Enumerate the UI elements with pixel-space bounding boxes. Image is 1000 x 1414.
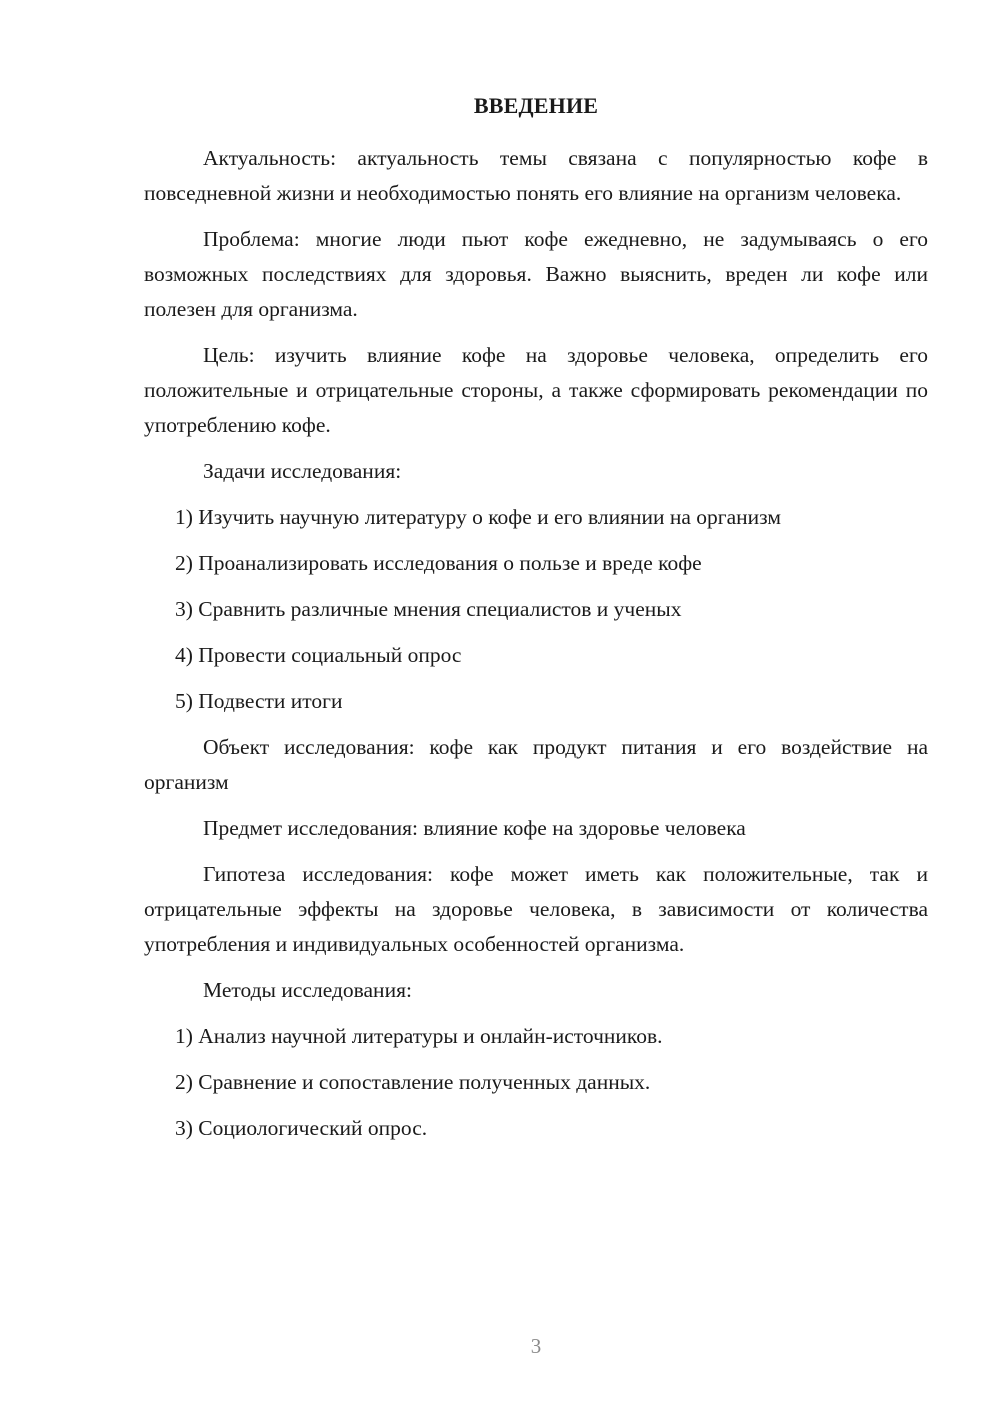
document-body	[144, 141, 928, 1157]
page-title: ВВЕДЕНИЕ	[473, 93, 599, 118]
problem-paragraph: Проблема: многие люди пьют кофе ежедневно, не задумываясь о его возможных последствиях для здоровья. Важно выяснить, вреден ли кофе или полезен для организма.	[144, 227, 928, 321]
task-item-4: 4) Провести социальный опрос	[175, 643, 462, 667]
task-item-2: 2) Проанализировать исследования о пользе и вреде кофе	[175, 551, 702, 575]
hypothesis-paragraph: Гипотеза исследования: кофе может иметь как положительные, так и отрицательные эффекты на здоровье человека, в зависимости от количества употребления и индивидуальных особенностей организма.	[144, 862, 928, 956]
method-item-3: 3) Социологический опрос.	[175, 1116, 428, 1140]
task-item-5: 5) Подвести итоги	[175, 689, 343, 713]
methods-heading: Методы исследования:	[203, 978, 412, 1002]
page-number: 3	[530, 1334, 542, 1358]
method-item-2: 2) Сравнение и сопоставление полученных данных.	[175, 1070, 651, 1094]
tasks-heading: Задачи исследования:	[203, 459, 402, 483]
task-item-1: 1) Изучить научную литературу о кофе и его влиянии на организм	[175, 505, 781, 529]
goal-paragraph: Цель: изучить влияние кофе на здоровье человека, определить его положительные и отрицательные стороны, а также сформировать рекомендации по употреблению кофе.	[144, 343, 928, 437]
relevance-paragraph: Актуальность: актуальность темы связана с популярностью кофе в повседневной жизни и необходимостью понять его влияние на организм человека.	[144, 146, 928, 205]
method-item-1: 1) Анализ научной литературы и онлайн-источников.	[175, 1024, 663, 1048]
task-item-3: 3) Сравнить различные мнения специалистов и ученых	[175, 597, 682, 621]
subject-paragraph: Предмет исследования: влияние кофе на здоровье человека	[203, 816, 746, 840]
object-paragraph: Объект исследования: кофе как продукт питания и его воздействие на организм	[144, 735, 928, 794]
